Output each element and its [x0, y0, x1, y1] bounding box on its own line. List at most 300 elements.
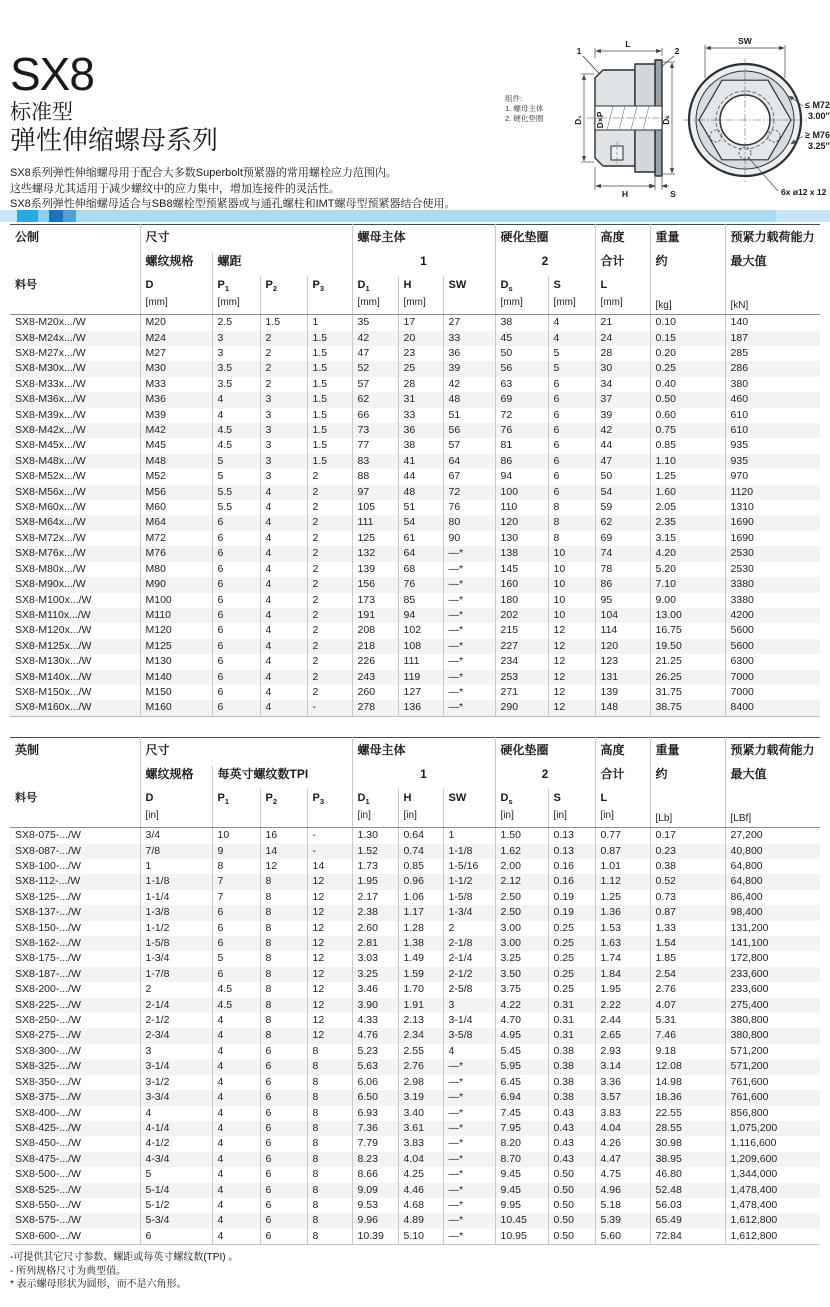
column-header: $P_1$ [mm] — [212, 276, 260, 315]
table-cell: 1.63 — [595, 936, 650, 951]
table-cell: 1-7/8 — [140, 967, 212, 982]
table-cell: 6.45 — [495, 1075, 548, 1090]
table-cell: 761,600 — [725, 1075, 820, 1090]
table-cell: 46.80 — [650, 1167, 725, 1182]
table-cell: 0.16 — [548, 859, 595, 874]
table-cell: SX8-M80x.../W — [15, 562, 86, 575]
note-m72-inch: 3.00″ — [808, 111, 830, 121]
table-cell: 8 — [307, 1090, 352, 1105]
table-cell: 3.46 — [352, 982, 398, 997]
table-cell: 6 — [260, 1213, 307, 1228]
table-cell: 27,200 — [725, 828, 820, 844]
table-cell: 2 — [307, 469, 352, 484]
table-cell: —* — [443, 700, 495, 716]
table-cell: 2.76 — [398, 1059, 443, 1074]
table-cell: 8 — [307, 1213, 352, 1228]
table-cell: 9.45 — [495, 1183, 548, 1198]
table-cell: 141,100 — [725, 936, 820, 951]
table-cell: 2-1/2 — [443, 967, 495, 982]
table-cell: 42 — [443, 377, 495, 392]
table-cell: 8 — [307, 1152, 352, 1167]
table-cell: 6300 — [725, 654, 820, 669]
table-cell: 8 — [260, 874, 307, 889]
table-cell: 0.43 — [548, 1106, 595, 1121]
table-cell: 4.07 — [650, 998, 725, 1013]
table-cell: 4 — [212, 1121, 260, 1136]
table-cell: 0.10 — [650, 315, 725, 331]
table-cell: 215 — [495, 623, 548, 638]
table-cell: 2-1/2 — [140, 1013, 212, 1028]
legend-item: 2. 硬化垫圈 — [505, 114, 544, 123]
table-cell: 7000 — [725, 670, 820, 685]
table-cell: 16 — [260, 828, 307, 844]
table-cell: 3.00 — [495, 936, 548, 951]
table-cell: 2.22 — [595, 998, 650, 1013]
table-cell: 139 — [595, 685, 650, 700]
table-cell: 77 — [352, 438, 398, 453]
table-cell: M60 — [140, 500, 212, 515]
table-cell: 12 — [548, 623, 595, 638]
table-cell: 2.81 — [352, 936, 398, 951]
table-cell: 6 — [548, 423, 595, 438]
table-cell: 6 — [548, 454, 595, 469]
table-cell: 3 — [212, 331, 260, 346]
table-cell: 610 — [725, 408, 820, 423]
table-cell: 4 — [260, 700, 307, 716]
table-cell: 0.19 — [548, 905, 595, 920]
note-m72: ≤ M72 — [805, 100, 830, 110]
table-cell: 2.60 — [352, 921, 398, 936]
table-cell: 2 — [307, 515, 352, 530]
table-cell: 2.13 — [398, 1013, 443, 1028]
table-cell: 218 — [352, 639, 398, 654]
table-cell: 56 — [495, 361, 548, 376]
table-cell: 12 — [307, 951, 352, 966]
table-cell: 6 — [212, 623, 260, 638]
table-cell: M100 — [140, 593, 212, 608]
table-cell: 4-1/2 — [140, 1136, 212, 1151]
table-cell: 6 — [260, 1167, 307, 1182]
column-header: [LBf] — [725, 789, 820, 828]
preload-group-header: 预紧力载荷能力 — [725, 738, 820, 767]
table-cell: —* — [443, 1183, 495, 1198]
table-cell: —* — [443, 670, 495, 685]
description-line: 这些螺母尤其适用于减少螺纹中的应力集中，增加连接件的灵活性。 — [10, 182, 340, 195]
table-cell: 131,200 — [725, 921, 820, 936]
table-cell: 0.38 — [650, 859, 725, 874]
table-cell: 8 — [307, 1229, 352, 1245]
table-cell: 2 — [307, 654, 352, 669]
table-cell: 13.00 — [650, 608, 725, 623]
table-cell: SX8-300-.../W — [15, 1044, 81, 1057]
table-cell: SX8-M130x.../W — [15, 655, 92, 668]
table-row — [10, 577, 820, 592]
table-cell: 8 — [212, 859, 260, 874]
table-cell: 0.50 — [548, 1229, 595, 1245]
table-cell: 4.5 — [212, 982, 260, 997]
table-cell: 3380 — [725, 577, 820, 592]
table-cell: 12 — [307, 936, 352, 951]
table-cell: 6.93 — [352, 1106, 398, 1121]
note-holes: 6x ø12 x 12 — [781, 187, 827, 197]
table-cell: 4 — [260, 623, 307, 638]
table-cell: 108 — [398, 639, 443, 654]
table-cell: 6 — [548, 408, 595, 423]
table-cell: 50 — [595, 469, 650, 484]
table-cell: - — [307, 828, 352, 844]
table-cell: SX8-M52x.../W — [15, 470, 86, 483]
table-row — [10, 874, 820, 889]
table-cell: 856,800 — [725, 1106, 820, 1121]
table-cell: 4.68 — [398, 1198, 443, 1213]
table-cell: 5.20 — [650, 562, 725, 577]
table-cell: 1.01 — [595, 859, 650, 874]
dim-D1: D₁ — [573, 115, 583, 125]
table-cell: 6 — [260, 1090, 307, 1105]
preload-sub-header: 最大值 — [725, 253, 820, 276]
table-cell: 2 — [307, 485, 352, 500]
table-cell: 970 — [725, 469, 820, 484]
table-cell: 125 — [352, 531, 398, 546]
table-cell: 6 — [212, 700, 260, 716]
table-row — [10, 639, 820, 654]
table-row — [10, 408, 820, 423]
table-cell: 12 — [307, 874, 352, 889]
table-cell: 4 — [260, 562, 307, 577]
table-cell: —* — [443, 654, 495, 669]
table-cell: 4.76 — [352, 1028, 398, 1043]
table-cell: 2-5/8 — [443, 982, 495, 997]
table-cell: 2 — [260, 361, 307, 376]
table-cell: 6.50 — [352, 1090, 398, 1105]
table-cell: —* — [443, 1213, 495, 1228]
table-cell: 2 — [307, 577, 352, 592]
gradient-bar — [0, 210, 830, 222]
table-cell: 94 — [495, 469, 548, 484]
side-view — [573, 39, 680, 199]
table-cell: 7.10 — [650, 577, 725, 592]
table-cell: 23 — [398, 346, 443, 361]
table-cell: 12 — [548, 639, 595, 654]
table-cell: 66 — [352, 408, 398, 423]
table-cell: 5 — [212, 469, 260, 484]
table-row — [10, 562, 820, 577]
table-row — [10, 361, 820, 376]
table-cell: 3.90 — [352, 998, 398, 1013]
table-cell: —* — [443, 608, 495, 623]
table-cell: 1.12 — [595, 874, 650, 889]
table-cell: SX8-162-.../W — [15, 937, 81, 950]
table-cell: 0.50 — [650, 392, 725, 407]
column-header: $D_1$ [in] — [352, 789, 398, 828]
table-cell: 9.96 — [352, 1213, 398, 1228]
table-cell: SX8-575-.../W — [15, 1214, 81, 1227]
table-cell: 42 — [595, 423, 650, 438]
table-cell: 4 — [212, 1075, 260, 1090]
table-cell: 4 — [260, 546, 307, 561]
table-cell: 2 — [260, 346, 307, 361]
table-cell: 5 — [212, 454, 260, 469]
table-row — [10, 377, 820, 392]
table-cell: 1.38 — [398, 936, 443, 951]
table-cell: 4 — [260, 485, 307, 500]
table-cell: 8.20 — [495, 1136, 548, 1151]
table-cell: 57 — [443, 438, 495, 453]
table-cell: SX8-M56x.../W — [15, 485, 86, 498]
table-cell: 5.10 — [398, 1229, 443, 1245]
table-cell: M120 — [140, 623, 212, 638]
table-cell: 6 — [260, 1136, 307, 1151]
table-cell: 8 — [307, 1167, 352, 1182]
table-cell: 105 — [352, 500, 398, 515]
table-cell: 1.5 — [307, 438, 352, 453]
table-cell: 4 — [260, 500, 307, 515]
description-line: SX8系列弹性伸缩螺母用于配合大多数Superbolt预紧器的常用螺栓应力范围内。 — [10, 167, 397, 179]
table-cell: 4 — [260, 639, 307, 654]
table-cell: 4 — [548, 331, 595, 346]
table-cell: 140 — [725, 315, 820, 331]
table-cell: 38.95 — [650, 1152, 725, 1167]
washer-number: 2 — [495, 253, 595, 276]
table-cell: 6.94 — [495, 1090, 548, 1105]
table-cell: 3.50 — [495, 967, 548, 982]
table-cell: 8 — [307, 1198, 352, 1213]
table-cell: 4 — [212, 1013, 260, 1028]
table-cell: 6 — [260, 1152, 307, 1167]
table-cell: 1310 — [725, 500, 820, 515]
washer-group-header: 硬化垫圈 — [495, 225, 595, 254]
table-cell: 76 — [398, 577, 443, 592]
table-cell: SX8-175-.../W — [15, 952, 81, 965]
table-cell: 1.49 — [398, 951, 443, 966]
table-cell: 6 — [548, 377, 595, 392]
table-cell: 52 — [352, 361, 398, 376]
table-cell: 7.46 — [650, 1028, 725, 1043]
table-cell: SX8-425-.../W — [15, 1121, 81, 1134]
table-cell: 10 — [548, 608, 595, 623]
table-cell: 1-1/2 — [443, 874, 495, 889]
note-m76: ≥ M76 — [805, 130, 830, 140]
table-cell: 9.95 — [495, 1198, 548, 1213]
table-cell: 3 — [260, 454, 307, 469]
table-cell: 6 — [260, 1229, 307, 1245]
table-cell: 4 — [212, 1152, 260, 1167]
table-cell: 30 — [595, 361, 650, 376]
table-cell: 380,800 — [725, 1028, 820, 1043]
table-row — [10, 346, 820, 361]
table-cell: SX8-M33x.../W — [15, 377, 86, 390]
imperial-table-section — [10, 737, 820, 1245]
table-cell: 1.74 — [595, 951, 650, 966]
table-cell: 130 — [495, 531, 548, 546]
table-row — [10, 392, 820, 407]
table-cell: 4.20 — [650, 546, 725, 561]
table-cell: SX8-275-.../W — [15, 1029, 81, 1042]
group-header-row — [10, 738, 820, 767]
table-cell: 72.84 — [650, 1229, 725, 1245]
table-cell: SX8-M45x.../W — [15, 439, 86, 452]
table-cell: 2.38 — [352, 905, 398, 920]
table-row — [10, 859, 820, 874]
table-cell: 2 — [307, 500, 352, 515]
table-row — [10, 454, 820, 469]
table-cell: 21.25 — [650, 654, 725, 669]
table-cell: 0.50 — [548, 1183, 595, 1198]
table-cell: M56 — [140, 485, 212, 500]
part-number-header: 料号 — [10, 276, 140, 315]
table-cell: 2-3/4 — [140, 1028, 212, 1043]
table-cell: 6 — [212, 936, 260, 951]
table-cell: 10 — [548, 546, 595, 561]
table-row — [10, 515, 820, 530]
table-row — [10, 315, 820, 331]
footnotes — [10, 1251, 238, 1292]
gradient-bar-segment — [49, 210, 63, 222]
metric-table-section — [10, 224, 820, 717]
column-header: [Lb] — [650, 789, 725, 828]
washer-group-header: 硬化垫圈 — [495, 738, 595, 767]
table-cell: 7.36 — [352, 1121, 398, 1136]
table-cell: 1.52 — [352, 844, 398, 859]
column-header: $P_2$ — [260, 276, 307, 315]
table-cell: 202 — [495, 608, 548, 623]
table-cell: 38 — [495, 315, 548, 331]
table-cell: 3.15 — [650, 531, 725, 546]
table-cell: 2.00 — [495, 859, 548, 874]
table-cell: 12 — [307, 998, 352, 1013]
table-cell: 6 — [260, 1044, 307, 1059]
table-cell: 6 — [212, 546, 260, 561]
table-cell: 2.5 — [212, 315, 260, 331]
table-cell: M110 — [140, 608, 212, 623]
table-cell: M48 — [140, 454, 212, 469]
table-cell: 4.22 — [495, 998, 548, 1013]
table-cell: 1,478,400 — [725, 1183, 820, 1198]
table-cell: 62 — [352, 392, 398, 407]
table-cell: 0.25 — [548, 936, 595, 951]
table-row — [10, 921, 820, 936]
table-cell: 2 — [443, 921, 495, 936]
table-cell: SX8-M90x.../W — [15, 578, 86, 591]
table-cell: 4 — [212, 1090, 260, 1105]
table-cell: 7.45 — [495, 1106, 548, 1121]
table-cell: 4 — [260, 608, 307, 623]
nut-body-number: 1 — [352, 766, 495, 789]
dim-S: S — [670, 189, 676, 199]
table-cell: SX8-100-.../W — [15, 860, 81, 872]
column-header: S [mm] — [548, 276, 595, 315]
table-cell: SX8-325-.../W — [15, 1060, 81, 1073]
column-header: [kg] — [650, 276, 725, 315]
table-row — [10, 1106, 820, 1121]
table-cell: SX8-450-.../W — [15, 1137, 81, 1150]
table-cell: 0.77 — [595, 828, 650, 844]
table-cell: 9.00 — [650, 593, 725, 608]
table-cell: 4 — [212, 1213, 260, 1228]
table-cell: 98,400 — [725, 905, 820, 920]
table-cell: 6 — [548, 438, 595, 453]
table-cell: 61 — [398, 531, 443, 546]
table-cell: 1.33 — [650, 921, 725, 936]
table-cell: 4.33 — [352, 1013, 398, 1028]
table-cell: 8 — [307, 1121, 352, 1136]
table-cell: 6 — [548, 485, 595, 500]
table-cell: 44 — [398, 469, 443, 484]
table-cell: 6 — [212, 639, 260, 654]
table-cell: M150 — [140, 685, 212, 700]
table-cell: SX8-M60x.../W — [15, 501, 86, 514]
table-cell: 94 — [398, 608, 443, 623]
table-cell: 2-1/4 — [140, 998, 212, 1013]
table-cell: 4-1/4 — [140, 1121, 212, 1136]
table-cell: M160 — [140, 700, 212, 716]
table-cell: 1.30 — [352, 828, 398, 844]
table-cell: 7/8 — [140, 844, 212, 859]
table-cell: 31 — [398, 392, 443, 407]
dim-H: H — [621, 189, 629, 199]
table-cell: 1,344,000 — [725, 1167, 820, 1182]
table-cell: 86 — [495, 454, 548, 469]
table-cell: 2 — [307, 562, 352, 577]
table-cell: 14.98 — [650, 1075, 725, 1090]
height-sub-header: 合计 — [595, 766, 650, 789]
table-cell: 3.61 — [398, 1121, 443, 1136]
table-cell: 4.5 — [212, 423, 260, 438]
table-cell: 1.5 — [307, 408, 352, 423]
thread-spec-header: 螺纹规格 — [140, 766, 212, 789]
table-cell: 4.04 — [398, 1152, 443, 1167]
table-row — [10, 1121, 820, 1136]
table-cell: 6 — [212, 967, 260, 982]
table-cell: 0.43 — [548, 1121, 595, 1136]
table-cell: SX8-M30x.../W — [15, 362, 86, 375]
table-cell: 0.50 — [548, 1167, 595, 1182]
table-cell: SX8-M125x.../W — [15, 639, 92, 652]
table-cell: 57 — [352, 377, 398, 392]
column-header: D [mm] — [140, 276, 212, 315]
table-cell: 3.19 — [398, 1090, 443, 1105]
table-cell: 226 — [352, 654, 398, 669]
column-header: H [mm] — [398, 276, 443, 315]
pitch-header: 螺距 — [212, 253, 352, 276]
table-row — [10, 593, 820, 608]
table-cell: 5.63 — [352, 1059, 398, 1074]
table-cell: 1,612,800 — [725, 1213, 820, 1228]
table-cell: 5.60 — [595, 1229, 650, 1245]
table-cell: 52.48 — [650, 1183, 725, 1198]
table-cell: 0.85 — [398, 859, 443, 874]
table-cell: 36 — [443, 346, 495, 361]
table-cell: 2.50 — [495, 890, 548, 905]
table-cell: 0.87 — [650, 905, 725, 920]
table-row — [10, 828, 820, 844]
table-cell: 27 — [443, 315, 495, 331]
table-cell: 233,600 — [725, 967, 820, 982]
table-cell: 6 — [260, 1075, 307, 1090]
table-cell: 4 — [260, 654, 307, 669]
table-cell: 180 — [495, 593, 548, 608]
table-cell: 36 — [398, 423, 443, 438]
table-cell: 3.25 — [495, 951, 548, 966]
table-cell: 8 — [260, 1028, 307, 1043]
table-cell: 156 — [352, 577, 398, 592]
technical-diagram — [495, 34, 830, 210]
table-cell: 5.5 — [212, 500, 260, 515]
table-cell: 12 — [307, 921, 352, 936]
table-cell: 5 — [548, 361, 595, 376]
table-cell: 10 — [548, 593, 595, 608]
table-row — [10, 967, 820, 982]
